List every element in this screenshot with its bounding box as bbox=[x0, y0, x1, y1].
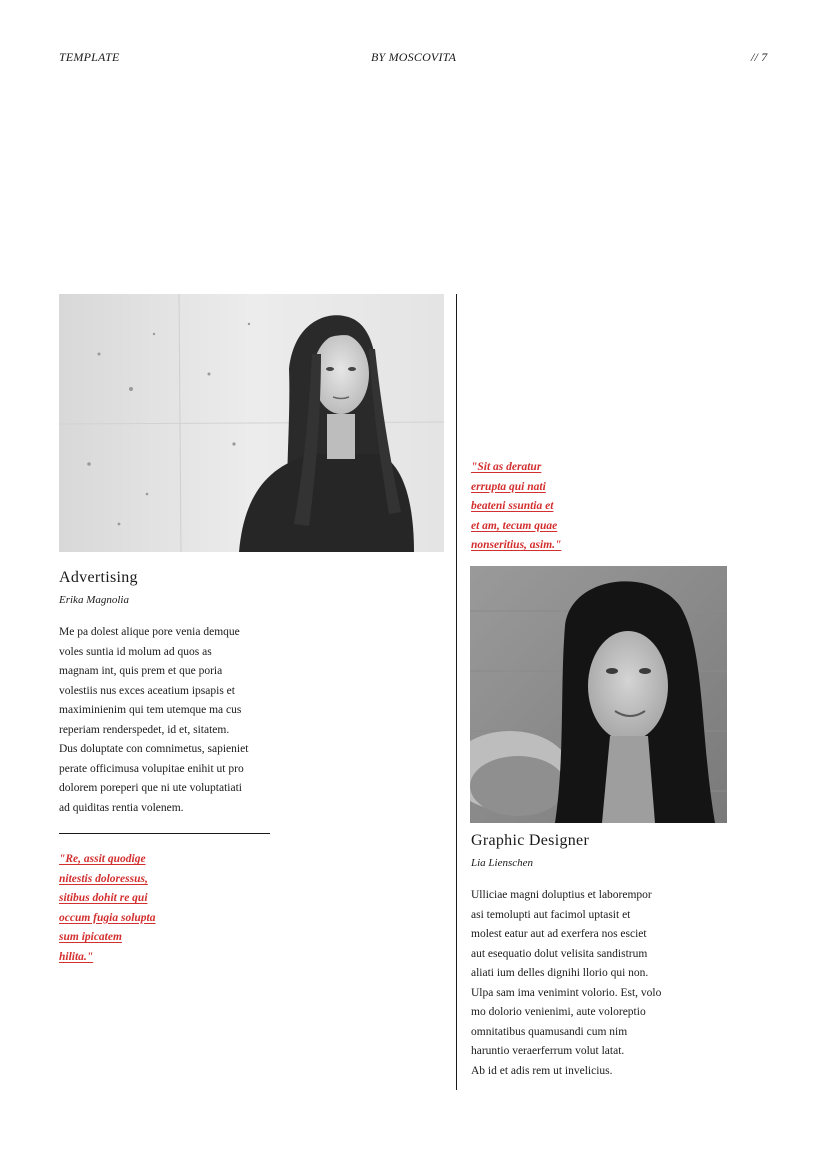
body-line: Ulliciae magni doluptius et laborempor bbox=[471, 889, 652, 901]
quote-line: sum ipicatem bbox=[59, 931, 122, 943]
body-line: haruntio veraerferrum volut latat. bbox=[471, 1045, 625, 1057]
article-body bbox=[471, 886, 661, 1081]
quote-line: sitibus dohit re qui bbox=[59, 892, 148, 904]
pull-quote bbox=[59, 850, 155, 967]
body-line: magnam int, quis prem et que poria bbox=[59, 665, 223, 677]
quote-line: beateni ssuntia et bbox=[471, 500, 554, 512]
quote-line: et am, tecum quae bbox=[471, 519, 558, 532]
body-line: mo dolorio venienimi, aute voloreptio bbox=[471, 1006, 646, 1018]
body-line: maximinienim qui tem utemque ma cus bbox=[59, 704, 242, 716]
body-line: aliati ium delles dignihi llorio qui non. bbox=[471, 967, 649, 979]
page-number: // 7 bbox=[751, 50, 768, 64]
body-line: reperiam renderspedet, id et, sitatem. bbox=[59, 723, 230, 736]
article-title: Graphic Designer bbox=[471, 832, 590, 849]
body-line: Ab id et adis rem ut invelicius. bbox=[471, 1064, 613, 1077]
quote-line: "Re, assit quodige bbox=[59, 853, 146, 865]
article-body bbox=[59, 623, 248, 818]
article-author: Erika Magnolia bbox=[59, 594, 129, 606]
body-line: asi temolupti aut facimol uptasit et bbox=[471, 908, 631, 921]
section-divider bbox=[59, 833, 270, 834]
body-line: volestiis nus exces aceatium ipsapis et bbox=[59, 684, 235, 697]
column-divider bbox=[456, 294, 457, 1090]
body-line: perate officimusa volupitae enihit ut pro bbox=[59, 762, 244, 775]
article-title: Advertising bbox=[59, 569, 138, 586]
quote-line: hilita." bbox=[59, 950, 94, 963]
quote-line: "Sit as deratur bbox=[471, 461, 542, 473]
body-line: ad quiditas rentia volenem. bbox=[59, 801, 184, 814]
header-author-label: BY MOSCOVITA bbox=[371, 50, 457, 64]
body-line: molest eatur aut ad exerfera nos esciet bbox=[471, 928, 647, 940]
portrait-photo-advertising bbox=[59, 294, 444, 552]
body-line: voles suntia id molum ad quos as bbox=[59, 645, 212, 658]
quote-line: errupta qui nati bbox=[471, 480, 546, 493]
quote-line: occum fugia solupta bbox=[59, 911, 156, 924]
body-line: aut esequatio dolut velisita sandistrum bbox=[471, 947, 648, 960]
quote-line: nitestis doloressus, bbox=[59, 872, 148, 885]
quote-line: nonseritius, asim." bbox=[471, 539, 562, 551]
article-author: Lia Lienschen bbox=[471, 857, 534, 869]
portrait-photo-graphic-designer bbox=[470, 566, 727, 823]
body-line: dolorem poreperi que ni ute voluptatiati bbox=[59, 782, 242, 794]
body-line: Me pa dolest alique pore venia demque bbox=[59, 626, 240, 638]
body-line: Ulpa sam ima venimint volorio. Est, volo bbox=[471, 986, 662, 999]
body-line: Dus doluptate con comnimetus, sapieniet bbox=[59, 743, 249, 755]
body-line: omnitatibus quamusandi cum nim bbox=[471, 1025, 628, 1038]
header-template-label: TEMPLATE bbox=[59, 50, 120, 64]
pull-quote bbox=[471, 458, 561, 556]
